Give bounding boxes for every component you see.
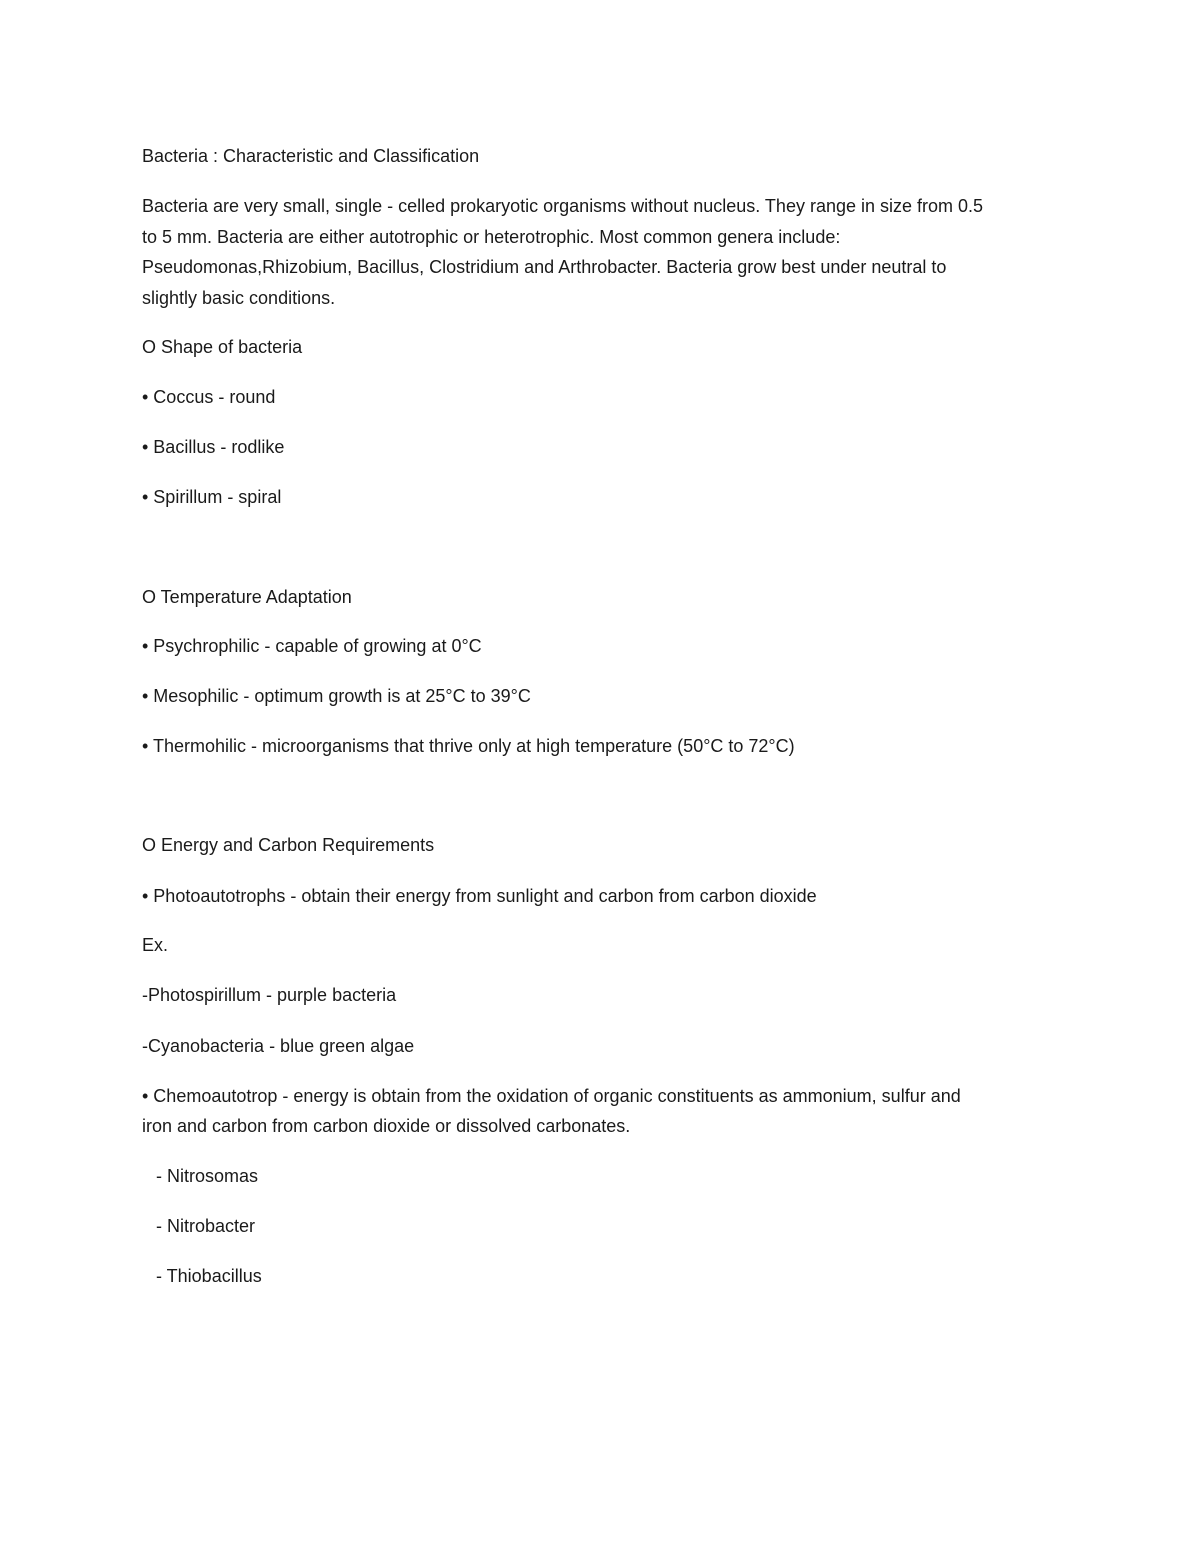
photo-example: -Photospirillum - purple bacteria — [142, 985, 397, 1005]
chemo-example: - Nitrosomas — [156, 1166, 259, 1186]
intro-line: Bacteria are very small, single - celled prokaryotic organisms without nucleus. They range in size from 0.5 — [142, 196, 984, 216]
temperature-item: • Thermohilic - microorganisms that thrive only at high temperature (50°C to 72°C) — [142, 736, 795, 756]
document-title: Bacteria : Characteristic and Classification — [142, 146, 480, 166]
shape-item: • Spirillum - spiral — [142, 487, 282, 507]
shape-item: • Bacillus - rodlike — [142, 437, 285, 457]
energy-heading: O Energy and Carbon Requirements — [142, 835, 435, 855]
intro-line: slightly basic conditions. — [142, 288, 336, 308]
shape-heading: O Shape of bacteria — [142, 337, 303, 357]
temperature-item: • Psychrophilic - capable of growing at 0°C — [142, 636, 482, 656]
temperature-heading: O Temperature Adaptation — [142, 587, 352, 607]
example-label: Ex. — [142, 935, 169, 955]
chemo-example: - Nitrobacter — [156, 1216, 256, 1236]
chemo-example: - Thiobacillus — [156, 1266, 262, 1286]
chemoautotrop-item: iron and carbon from carbon dioxide or dissolved carbonates. — [142, 1116, 631, 1136]
intro-line: to 5 mm. Bacteria are either autotrophic or heterotrophic. Most common genera include: — [142, 227, 841, 247]
intro-line: Pseudomonas,Rhizobium, Bacillus, Clostridium and Arthrobacter. Bacteria grow best under neutral to — [142, 257, 947, 277]
photoautotrophs-item: • Photoautotrophs - obtain their energy from sunlight and carbon from carbon dioxide — [142, 886, 817, 906]
shape-item: • Coccus - round — [142, 387, 276, 407]
photo-example: -Cyanobacteria - blue green algae — [142, 1036, 415, 1056]
temperature-item: • Mesophilic - optimum growth is at 25°C to 39°C — [142, 686, 531, 706]
chemoautotrop-item: • Chemoautotrop - energy is obtain from the oxidation of organic constituents as ammonium, sulfur and — [142, 1086, 961, 1106]
